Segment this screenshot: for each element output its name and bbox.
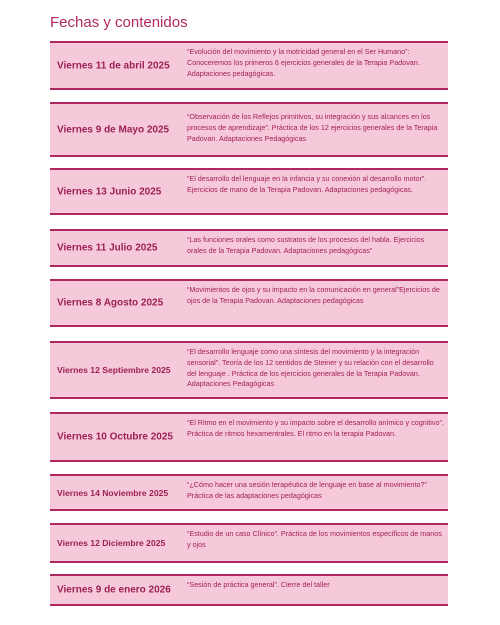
session-row [50, 474, 448, 511]
session-row [50, 168, 448, 215]
session-date: Viernes 13 Junio 2025 [57, 186, 162, 197]
session-description: “Observación de los Reflejos primitivos, su integración y sus alcances en los procesos de aprendizaje”. Práctica de los 12 ejercicios generales de la Terapia Padovan. Adaptaciones Pedagógicas [187, 112, 438, 143]
session-date: Viernes 9 de Mayo 2025 [57, 124, 170, 135]
session-date: Viernes 8 Agosto 2025 [57, 297, 164, 309]
session-description: “Las funciones orales como sustratos de los procesos del habla. Ejercicios orales de la Terapia Padovan. Adaptaciones pedagógicas” [187, 235, 425, 255]
session-row [50, 279, 448, 327]
session-date: Viernes 12 Septiembre 2025 [57, 365, 171, 375]
session-date: Viernes 9 de enero 2026 [57, 584, 171, 596]
session-row [50, 523, 448, 563]
session-description: “El Ritmo en el movimiento y su impacto sobre el desarrollo anímico y cognitivo”. Práctica de ritmos hexamentrales. El ritmo en la terapia Padovan. [187, 418, 444, 438]
session-description: “Evolución del movimiento y la motricidad general en el Ser Humano”: Conoceremos los primeros 6 ejercicios generales de la Terapia Padovan. Adaptaciones pedagógicas. [187, 47, 420, 78]
session-date: Viernes 12 Diciembre 2025 [57, 538, 166, 548]
session-date: Viernes 14 Noviembre 2025 [57, 487, 169, 498]
session-row [50, 102, 448, 157]
session-row [50, 41, 448, 90]
session-row [50, 341, 448, 399]
session-row [50, 412, 448, 462]
session-date: Viernes 11 de abril 2025 [57, 60, 170, 71]
session-description: “¿Cómo hacer una sesión terapéutica de lenguaje en base al movimiento?” Práctica de las adaptaciones pedagógicas [187, 480, 427, 500]
session-description: “El desarrollo lenguaje como una síntesis del movimiento y la integración sensorial”. Teoría de los 12 sentidos de Steiner y su relación con el desarrollo del lenguaje . Práctica de los ejercicios generales de la Terapia Padovan. Adaptaciones Pedagógicas [187, 347, 434, 389]
session-description: “Sesión de práctica general”. Cierre del taller [187, 580, 330, 589]
session-row [50, 229, 448, 267]
page-title: Fechas y contenidos [50, 14, 188, 31]
session-description: “Estudio de un caso Clínico”. Práctica de los movimientos específicos de manos y ojos [187, 529, 442, 549]
session-description: “Movimientos de ojos y su impacto en la comunicación en general”Ejercicios de ojos de la Terapia Padovan. Adaptaciones pedagógicas [187, 285, 440, 305]
session-description: “El desarrollo del lenguaje en la infancia y su conexión al desarrollo motor”. Ejercicios de mano de la Terapia Padovan. Adaptaciones pedagógicas. [187, 174, 427, 194]
session-date: Viernes 11 Julio 2025 [57, 242, 158, 254]
session-date: Viernes 10 Octubre 2025 [57, 431, 173, 443]
session-row [50, 574, 448, 606]
